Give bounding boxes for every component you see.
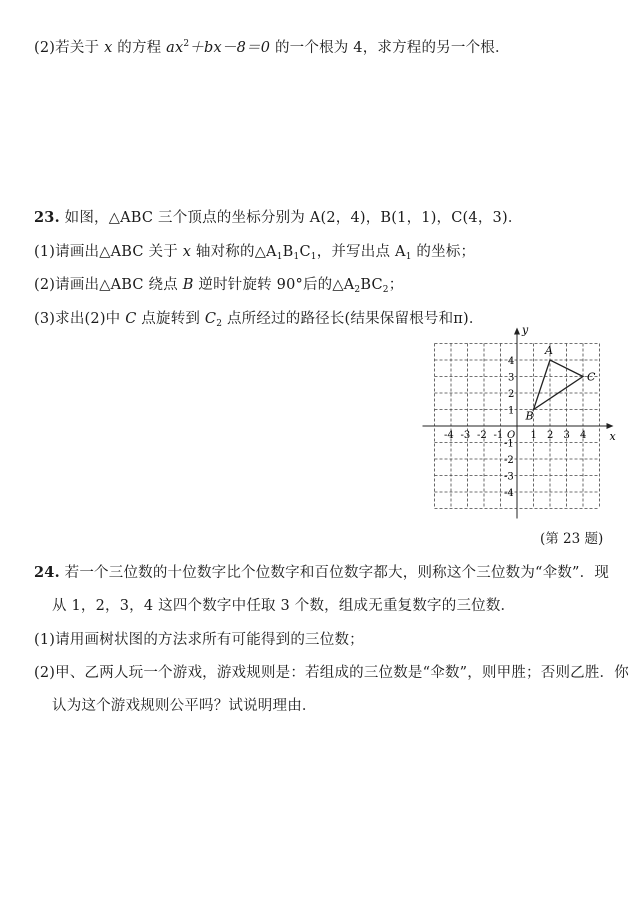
x-tick-label: 2	[547, 430, 554, 441]
origin-label: O	[507, 430, 516, 441]
q24-part1: (1)请用画树状图的方法求所有可能得到的三位数；	[34, 632, 364, 648]
q22-part2-prefix: (2)若关于	[34, 40, 105, 56]
q23-p1-sub3: 1	[310, 252, 317, 262]
q23-part2	[34, 273, 403, 295]
exponent: 2	[183, 39, 190, 49]
q23-p3-c: 点旋转到	[136, 311, 205, 327]
q23-p2-e: ；	[388, 277, 404, 293]
x-axis-arrow	[607, 423, 614, 429]
q23-p1-d: C	[299, 244, 311, 260]
q23-part1	[34, 240, 475, 262]
x-tick-label: -2	[477, 430, 487, 441]
q24-part2-line1: (2)甲、乙两人玩一个游戏，游戏规则是：若组成的三位数是“伞数”，则甲胜；否则乙胜．你	[34, 665, 629, 681]
figure-caption: (第 23 题)	[540, 531, 604, 547]
y-tick-label: -3	[504, 471, 514, 483]
y-tick-label: 2	[508, 389, 515, 400]
q23-p3-b: C	[125, 311, 137, 327]
q22-part2-mid: 的方程	[112, 40, 167, 56]
q23-p1-sub4: 1	[405, 252, 412, 262]
term-ax: ax	[166, 40, 184, 56]
q23-stem	[34, 206, 523, 227]
q24-stem-l1-text: 若一个三位数的十位数字比个位数字和百位数字都大，则称这个三位数为“伞数”．现	[64, 565, 610, 581]
x-tick-label: -1	[493, 430, 504, 441]
q23-p2-d: BC	[360, 277, 383, 293]
y-tick-label: -4	[504, 488, 514, 499]
coordinate-grid-figure	[415, 323, 616, 518]
x-tick-label: 4	[580, 430, 587, 441]
q24-stem-line1	[34, 561, 609, 582]
q23-p3-sub: 2	[216, 319, 223, 329]
vertex-label-b: B	[525, 409, 534, 423]
y-tick-label: 1	[508, 405, 515, 417]
q24-number: 24.	[34, 564, 60, 581]
q23-p1-b: 轴对称的△A	[191, 244, 277, 260]
q23-p3-a: (3)求出(2)中	[34, 311, 126, 327]
y-tick-label: -1	[504, 438, 514, 450]
q23-p1-f: 的坐标；	[411, 244, 476, 260]
q23-number: 23.	[34, 209, 60, 226]
y-tick-label: -2	[504, 455, 514, 466]
q22-part2	[34, 36, 510, 57]
q23-p1-sub2: 1	[293, 252, 300, 262]
x-tick-label: -3	[460, 430, 471, 441]
q23-p1-x: x	[182, 244, 192, 260]
q24-part2-line2: 认为这个游戏规则公平吗？试说明理由．	[52, 698, 317, 714]
y-axis-arrow	[514, 328, 520, 335]
triangle-abc	[534, 360, 584, 410]
q23-p1-sub1: 1	[276, 252, 283, 262]
q23-p1-c: B	[282, 244, 294, 260]
term-bx: ＋bx－8＝0	[189, 40, 271, 56]
q23-p2-sub1: 2	[354, 285, 361, 295]
q23-p1-e: ，并写出点 A	[316, 244, 406, 260]
q23-p3-d: C	[204, 311, 217, 327]
q23-p1-a: (1)请画出△ABC 关于	[34, 244, 183, 260]
x-tick-label: -4	[444, 430, 454, 441]
q23-p2-a: (2)请画出△ABC 绕点	[34, 277, 183, 293]
tick-labels	[444, 356, 586, 499]
vertex-labels	[525, 344, 597, 423]
x-tick-label: 3	[563, 430, 570, 441]
vertex-label-a: A	[545, 344, 553, 357]
y-tick-label: 4	[508, 356, 515, 367]
q23-part3	[34, 307, 484, 329]
var-x: x	[104, 40, 113, 56]
q22-part2-suffix: 的一个根为 4，求方程的另一个根．	[270, 40, 510, 56]
y-axis-label: y	[522, 323, 529, 337]
vertex-label-c: C	[587, 370, 596, 384]
x-axis-label: x	[609, 430, 616, 443]
x-tick-label: 1	[530, 430, 537, 441]
q23-p2-b: B	[182, 277, 194, 293]
q24-stem-line2: 从 1，2，3，4 这四个数字中任取 3 个数，组成无重复数字的三位数．	[52, 598, 516, 614]
q23-p3-e: 点所经过的路径长(结果保留根号和π)．	[222, 311, 484, 327]
q23-p2-sub2: 2	[382, 285, 389, 295]
q23-p2-c: 逆时针旋转 90°后的△A	[193, 277, 355, 293]
y-tick-label: 3	[508, 372, 515, 384]
q23-stem-text: 如图，△ABC 三个顶点的坐标分别为 A(2，4)，B(1，1)，C(4，3)．	[64, 210, 523, 226]
